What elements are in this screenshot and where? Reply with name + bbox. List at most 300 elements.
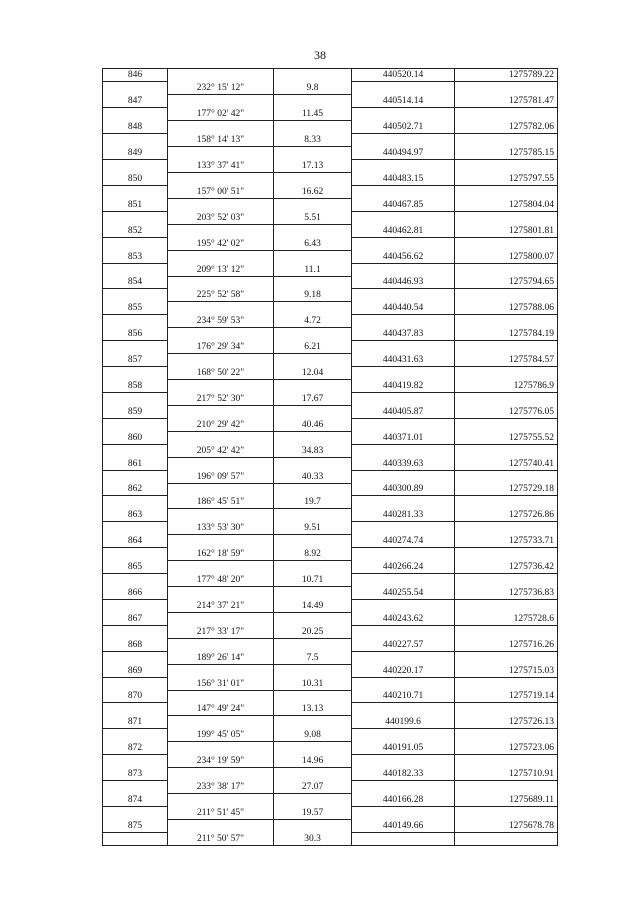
y-coordinate-cell: 1275740.41 (455, 457, 558, 470)
point-row (103, 768, 558, 781)
y-coordinate-cell (455, 729, 558, 742)
point-number-cell: 857 (103, 354, 168, 367)
point-number-cell (103, 677, 168, 690)
segment-row (103, 237, 558, 250)
segment-row (103, 470, 558, 483)
x-coordinate-cell: 440227.57 (352, 638, 455, 651)
y-coordinate-cell: 1275784.57 (455, 354, 558, 367)
y-coordinate-cell: 1275755.52 (455, 431, 558, 444)
direction-angle-cell: 177° 02' 42" (168, 108, 274, 121)
direction-angle-cell (168, 483, 274, 496)
x-coordinate-cell: 440243.62 (352, 612, 455, 625)
direction-angle-cell: 158° 14' 13" (168, 134, 274, 147)
direction-angle-cell: 157° 00' 51" (168, 185, 274, 198)
x-coordinate-cell (352, 651, 455, 664)
direction-angle-cell (168, 535, 274, 548)
distance-cell (274, 690, 352, 703)
x-coordinate-cell: 440494.97 (352, 147, 455, 160)
direction-angle-cell (168, 690, 274, 703)
distance-cell (274, 716, 352, 729)
direction-angle-cell (168, 742, 274, 755)
segment-row (103, 548, 558, 561)
x-coordinate-cell: 440266.24 (352, 561, 455, 574)
x-coordinate-cell: 440483.15 (352, 173, 455, 186)
distance-cell: 6.21 (274, 341, 352, 354)
point-number-cell (103, 806, 168, 819)
point-row (103, 354, 558, 367)
x-coordinate-cell: 440371.01 (352, 431, 455, 444)
point-row (103, 405, 558, 418)
x-coordinate-cell: 440419.82 (352, 380, 455, 393)
x-coordinate-cell: 440210.71 (352, 690, 455, 703)
y-coordinate-cell: 1275723.06 (455, 742, 558, 755)
segment-row (103, 755, 558, 768)
y-coordinate-cell (455, 496, 558, 509)
y-coordinate-cell (455, 134, 558, 147)
distance-cell (274, 638, 352, 651)
distance-cell (274, 69, 352, 82)
distance-cell (274, 664, 352, 677)
point-number-cell (103, 82, 168, 95)
x-coordinate-cell (352, 703, 455, 716)
segment-row (103, 522, 558, 535)
y-coordinate-cell (455, 367, 558, 380)
direction-angle-cell (168, 69, 274, 82)
y-coordinate-cell: 1275784.19 (455, 328, 558, 341)
point-number-cell (103, 444, 168, 457)
point-number-cell: 866 (103, 587, 168, 600)
point-number-cell: 867 (103, 612, 168, 625)
distance-cell: 8.33 (274, 134, 352, 147)
distance-cell: 5.51 (274, 211, 352, 224)
point-number-cell (103, 832, 168, 845)
distance-cell (274, 250, 352, 263)
direction-angle-cell: 177° 48' 20" (168, 574, 274, 587)
direction-angle-cell: 205° 42' 42" (168, 444, 274, 457)
y-coordinate-cell (455, 237, 558, 250)
segment-row (103, 367, 558, 380)
point-row (103, 250, 558, 263)
x-coordinate-cell: 440339.63 (352, 457, 455, 470)
x-coordinate-cell: 440220.17 (352, 664, 455, 677)
y-coordinate-cell: 1275729.18 (455, 483, 558, 496)
point-number-cell (103, 341, 168, 354)
point-number-cell (103, 781, 168, 794)
distance-cell: 10.71 (274, 574, 352, 587)
point-number-cell: 874 (103, 794, 168, 807)
segment-row (103, 651, 558, 664)
segment-row (103, 341, 558, 354)
point-row (103, 716, 558, 729)
x-coordinate-cell (352, 522, 455, 535)
direction-angle-cell: 225° 52' 58" (168, 289, 274, 302)
distance-cell (274, 405, 352, 418)
direction-angle-cell: 199° 45' 05" (168, 729, 274, 742)
distance-cell: 4.72 (274, 315, 352, 328)
direction-angle-cell (168, 768, 274, 781)
direction-angle-cell (168, 276, 274, 289)
x-coordinate-cell (352, 263, 455, 276)
y-coordinate-cell: 1275710.91 (455, 768, 558, 781)
point-row (103, 69, 558, 82)
y-coordinate-cell: 1275726.13 (455, 716, 558, 729)
distance-cell (274, 147, 352, 160)
distance-cell: 7.5 (274, 651, 352, 664)
point-number-cell: 864 (103, 535, 168, 548)
point-row (103, 587, 558, 600)
point-row (103, 535, 558, 548)
distance-cell: 14.49 (274, 599, 352, 612)
point-number-cell: 846 (103, 69, 168, 82)
direction-angle-cell: 217° 52' 30" (168, 392, 274, 405)
x-coordinate-cell (352, 677, 455, 690)
distance-cell (274, 173, 352, 186)
x-coordinate-cell (352, 367, 455, 380)
y-coordinate-cell (455, 108, 558, 121)
point-number-cell: 862 (103, 483, 168, 496)
x-coordinate-cell: 440274.74 (352, 535, 455, 548)
y-coordinate-cell: 1275776.05 (455, 405, 558, 418)
direction-angle-cell (168, 224, 274, 237)
distance-cell (274, 121, 352, 134)
y-coordinate-cell (455, 418, 558, 431)
y-coordinate-cell (455, 263, 558, 276)
x-coordinate-cell: 440446.93 (352, 276, 455, 289)
distance-cell (274, 768, 352, 781)
direction-angle-cell (168, 405, 274, 418)
direction-angle-cell: 217° 33' 17" (168, 625, 274, 638)
point-number-cell (103, 703, 168, 716)
point-number-cell (103, 522, 168, 535)
distance-cell (274, 380, 352, 393)
point-number-cell: 875 (103, 819, 168, 832)
y-coordinate-cell (455, 315, 558, 328)
x-coordinate-cell: 440502.71 (352, 121, 455, 134)
distance-cell: 34.83 (274, 444, 352, 457)
point-number-cell (103, 160, 168, 173)
x-coordinate-cell: 440437.83 (352, 328, 455, 341)
direction-angle-cell (168, 328, 274, 341)
distance-cell: 19.7 (274, 496, 352, 509)
x-coordinate-cell (352, 574, 455, 587)
distance-cell (274, 354, 352, 367)
y-coordinate-cell (455, 625, 558, 638)
x-coordinate-cell: 440431.63 (352, 354, 455, 367)
direction-angle-cell (168, 587, 274, 600)
direction-angle-cell (168, 431, 274, 444)
distance-cell (274, 587, 352, 600)
point-row (103, 794, 558, 807)
distance-cell: 9.8 (274, 82, 352, 95)
distance-cell: 30.3 (274, 832, 352, 845)
point-number-cell (103, 134, 168, 147)
point-number-cell: 856 (103, 328, 168, 341)
y-coordinate-cell: 1275736.83 (455, 587, 558, 600)
point-number-cell (103, 599, 168, 612)
x-coordinate-cell: 440149.66 (352, 819, 455, 832)
x-coordinate-cell (352, 392, 455, 405)
point-row (103, 121, 558, 134)
direction-angle-cell: 133° 53' 30" (168, 522, 274, 535)
y-coordinate-cell: 1275728.6 (455, 612, 558, 625)
y-coordinate-cell (455, 211, 558, 224)
distance-cell (274, 431, 352, 444)
direction-angle-cell: 210° 29' 42" (168, 418, 274, 431)
distance-cell: 16.62 (274, 185, 352, 198)
distance-cell (274, 276, 352, 289)
segment-row (103, 263, 558, 276)
point-number-cell: 873 (103, 768, 168, 781)
segment-row (103, 677, 558, 690)
direction-angle-cell: 186° 45' 51" (168, 496, 274, 509)
y-coordinate-cell: 1275788.06 (455, 302, 558, 315)
y-coordinate-cell (455, 444, 558, 457)
direction-angle-cell (168, 250, 274, 263)
direction-angle-cell (168, 612, 274, 625)
y-coordinate-cell (455, 82, 558, 95)
y-coordinate-cell: 1275733.71 (455, 535, 558, 548)
x-coordinate-cell: 440462.81 (352, 224, 455, 237)
direction-angle-cell (168, 121, 274, 134)
distance-cell: 11.45 (274, 108, 352, 121)
distance-cell: 40.46 (274, 418, 352, 431)
point-number-cell (103, 263, 168, 276)
direction-angle-cell (168, 354, 274, 367)
y-coordinate-cell: 1275726.86 (455, 509, 558, 522)
x-coordinate-cell: 440456.62 (352, 250, 455, 263)
x-coordinate-cell (352, 599, 455, 612)
segment-row (103, 418, 558, 431)
distance-cell: 20.25 (274, 625, 352, 638)
x-coordinate-cell (352, 315, 455, 328)
point-number-cell: 872 (103, 742, 168, 755)
y-coordinate-cell (455, 548, 558, 561)
direction-angle-cell (168, 509, 274, 522)
x-coordinate-cell: 440467.85 (352, 198, 455, 211)
distance-cell (274, 561, 352, 574)
point-number-cell: 852 (103, 224, 168, 237)
y-coordinate-cell: 1275736.42 (455, 561, 558, 574)
x-coordinate-cell: 440281.33 (352, 509, 455, 522)
segment-row (103, 599, 558, 612)
point-number-cell: 858 (103, 380, 168, 393)
x-coordinate-cell (352, 444, 455, 457)
point-number-cell: 870 (103, 690, 168, 703)
y-coordinate-cell: 1275801.81 (455, 224, 558, 237)
y-coordinate-cell (455, 392, 558, 405)
distance-cell: 27.07 (274, 781, 352, 794)
x-coordinate-cell (352, 625, 455, 638)
x-coordinate-cell (352, 289, 455, 302)
y-coordinate-cell: 1275785.15 (455, 147, 558, 160)
y-coordinate-cell: 1275797.55 (455, 173, 558, 186)
x-coordinate-cell (352, 134, 455, 147)
direction-angle-cell: 196° 09' 57" (168, 470, 274, 483)
x-coordinate-cell: 440440.54 (352, 302, 455, 315)
x-coordinate-cell (352, 341, 455, 354)
x-coordinate-cell: 440191.05 (352, 742, 455, 755)
x-coordinate-cell: 440514.14 (352, 95, 455, 108)
x-coordinate-cell (352, 548, 455, 561)
x-coordinate-cell (352, 418, 455, 431)
y-coordinate-cell (455, 574, 558, 587)
point-number-cell (103, 548, 168, 561)
x-coordinate-cell (352, 729, 455, 742)
point-row (103, 457, 558, 470)
direction-angle-cell: 203° 52' 03" (168, 211, 274, 224)
point-row (103, 198, 558, 211)
distance-cell (274, 535, 352, 548)
y-coordinate-cell (455, 651, 558, 664)
point-row (103, 819, 558, 832)
point-number-cell (103, 108, 168, 121)
x-coordinate-cell (352, 781, 455, 794)
point-row (103, 509, 558, 522)
direction-angle-cell: 133° 37' 41" (168, 160, 274, 173)
point-row (103, 483, 558, 496)
distance-cell: 14.96 (274, 755, 352, 768)
point-number-cell: 871 (103, 716, 168, 729)
point-row (103, 224, 558, 237)
direction-angle-cell: 162° 18' 59" (168, 548, 274, 561)
x-coordinate-cell (352, 185, 455, 198)
point-row (103, 328, 558, 341)
x-coordinate-cell: 440520.14 (352, 69, 455, 82)
direction-angle-cell (168, 794, 274, 807)
y-coordinate-cell: 1275716.26 (455, 638, 558, 651)
point-number-cell (103, 392, 168, 405)
point-number-cell (103, 496, 168, 509)
direction-angle-cell: 156° 31' 01" (168, 677, 274, 690)
point-number-cell (103, 574, 168, 587)
point-number-cell: 851 (103, 198, 168, 211)
point-row (103, 612, 558, 625)
x-coordinate-cell (352, 496, 455, 509)
y-coordinate-cell: 1275804.04 (455, 198, 558, 211)
direction-angle-cell (168, 716, 274, 729)
y-coordinate-cell: 1275781.47 (455, 95, 558, 108)
y-coordinate-cell (455, 781, 558, 794)
distance-cell: 13.13 (274, 703, 352, 716)
distance-cell (274, 328, 352, 341)
direction-angle-cell (168, 198, 274, 211)
y-coordinate-cell: 1275789.22 (455, 69, 558, 82)
direction-angle-cell: 195° 42' 02" (168, 237, 274, 250)
direction-angle-cell: 211° 50' 57" (168, 832, 274, 845)
point-number-cell: 848 (103, 121, 168, 134)
distance-cell (274, 198, 352, 211)
direction-angle-cell: 232° 15' 12" (168, 82, 274, 95)
point-number-cell (103, 625, 168, 638)
x-coordinate-cell: 440300.89 (352, 483, 455, 496)
direction-angle-cell (168, 95, 274, 108)
x-coordinate-cell (352, 755, 455, 768)
direction-angle-cell (168, 561, 274, 574)
y-coordinate-cell (455, 341, 558, 354)
coordinates-table (102, 68, 558, 846)
segment-row (103, 781, 558, 794)
distance-cell (274, 483, 352, 496)
direction-angle-cell: 168° 50' 22" (168, 367, 274, 380)
distance-cell (274, 302, 352, 315)
y-coordinate-cell (455, 522, 558, 535)
y-coordinate-cell: 1275800.07 (455, 250, 558, 263)
distance-cell (274, 509, 352, 522)
x-coordinate-cell (352, 832, 455, 845)
direction-angle-cell: 189° 26' 14" (168, 651, 274, 664)
point-number-cell (103, 237, 168, 250)
point-row (103, 431, 558, 444)
y-coordinate-cell (455, 832, 558, 845)
point-row (103, 95, 558, 108)
distance-cell: 8.92 (274, 548, 352, 561)
y-coordinate-cell: 1275719.14 (455, 690, 558, 703)
y-coordinate-cell (455, 160, 558, 173)
direction-angle-cell (168, 457, 274, 470)
y-coordinate-cell: 1275678.78 (455, 819, 558, 832)
direction-angle-cell: 209° 13' 12" (168, 263, 274, 276)
direction-angle-cell: 147° 49' 24" (168, 703, 274, 716)
y-coordinate-cell: 1275689.11 (455, 794, 558, 807)
distance-cell: 10.31 (274, 677, 352, 690)
distance-cell: 40.33 (274, 470, 352, 483)
distance-cell: 12.04 (274, 367, 352, 380)
direction-angle-cell: 176° 29' 34" (168, 341, 274, 354)
y-coordinate-cell (455, 289, 558, 302)
x-coordinate-cell (352, 82, 455, 95)
point-row (103, 690, 558, 703)
distance-cell: 17.13 (274, 160, 352, 173)
distance-cell: 9.08 (274, 729, 352, 742)
point-row (103, 380, 558, 393)
distance-cell: 9.51 (274, 522, 352, 535)
point-number-cell (103, 470, 168, 483)
point-row (103, 276, 558, 289)
distance-cell (274, 224, 352, 237)
segment-row (103, 108, 558, 121)
segment-row (103, 315, 558, 328)
distance-cell: 6.43 (274, 237, 352, 250)
point-number-cell: 865 (103, 561, 168, 574)
point-number-cell: 863 (103, 509, 168, 522)
direction-angle-cell: 233° 38' 17" (168, 781, 274, 794)
y-coordinate-cell (455, 470, 558, 483)
y-coordinate-cell (455, 599, 558, 612)
point-number-cell: 854 (103, 276, 168, 289)
point-number-cell (103, 185, 168, 198)
point-number-cell: 853 (103, 250, 168, 263)
point-row (103, 561, 558, 574)
distance-cell: 11.1 (274, 263, 352, 276)
segment-row (103, 134, 558, 147)
x-coordinate-cell: 440166.28 (352, 794, 455, 807)
distance-cell (274, 457, 352, 470)
point-number-cell: 869 (103, 664, 168, 677)
point-row (103, 147, 558, 160)
distance-cell: 17.67 (274, 392, 352, 405)
point-number-cell: 849 (103, 147, 168, 160)
segment-row (103, 82, 558, 95)
point-number-cell (103, 289, 168, 302)
y-coordinate-cell (455, 185, 558, 198)
point-number-cell (103, 755, 168, 768)
point-number-cell: 860 (103, 431, 168, 444)
x-coordinate-cell (352, 237, 455, 250)
direction-angle-cell: 234° 19' 59" (168, 755, 274, 768)
y-coordinate-cell: 1275786.9 (455, 380, 558, 393)
segment-row (103, 211, 558, 224)
point-number-cell: 847 (103, 95, 168, 108)
